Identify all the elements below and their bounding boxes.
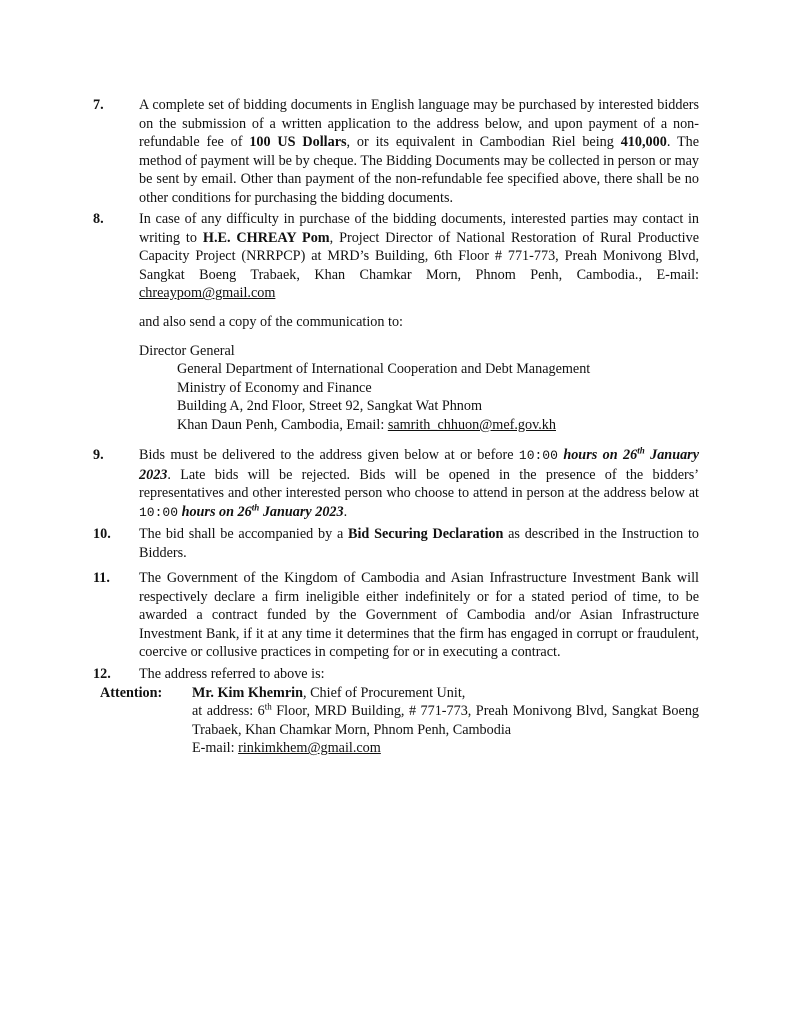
director-general-address <box>177 360 699 434</box>
clause-text: The bid shall be accompanied by a Bid Securing Declaration as described in the Instruction to Bidders. <box>139 526 699 561</box>
address-line: Building A, 2nd Floor, Street 92, Sangkat Wat Phnom <box>177 398 483 415</box>
procurement-email-link[interactable]: rinkimkhem@gmail.com <box>238 740 381 757</box>
clause-number: 10. <box>93 526 111 542</box>
clause-number: 7. <box>93 97 104 113</box>
address-line: Ministry of Economy and Finance <box>177 379 372 396</box>
clause-7 <box>93 96 699 208</box>
director-email-link[interactable]: samrith_chhuon@mef.gov.kh <box>387 416 556 433</box>
clause-9 <box>93 446 699 522</box>
clause-10 <box>93 525 699 562</box>
clause-text: In case of any difficulty in purchase of the bidding documents, interested parties may contact in writing to H.E. CHREAY Pom, Project Director of National Restoration of Rural Productive Capacity Project (NRRPCP) at MRD’s Building, 6th Floor # 771-773, Preah Monivong Blvd, Sangkat Boeng Trabaek, Khan Chamkar Morn, Phnom Penh, Cambodia., E-mail: chreaypom@gmail.com <box>139 211 699 302</box>
address-intro: The address referred to above is: <box>139 666 325 682</box>
address-line: General Department of International Cooperation and Debt Management <box>177 361 591 378</box>
riel-amount: 410,000 <box>620 134 667 151</box>
clause-number: 9. <box>93 447 104 463</box>
clause-number: 12. <box>93 666 111 682</box>
attention-body: Mr. Kim Khemrin, Chief of Procurement Unit, at address: 6th Floor, MRD Building, # 771-773, Preah Monivong Blvd, Sangkat Boeng Trabaek, Khan Chamkar Morn, Phnom Penh, Cambodia E-mail: rinkimkhem@gmail.com <box>192 684 700 757</box>
procurement-contact-name: Mr. Kim Khemrin <box>192 684 303 701</box>
copy-instruction: and also send a copy of the communication to: <box>139 313 403 330</box>
bid-securing-declaration: Bid Securing Declaration <box>348 526 504 542</box>
clause-12 <box>93 665 699 758</box>
clause-11 <box>93 569 699 662</box>
procurement-address: at address: 6th Floor, MRD Building, # 771-773, Preah Monivong Blvd, Sangkat Boeng Trabaek, Khan Chamkar Morn, Phnom Penh, Cambodia <box>192 701 700 738</box>
director-general-title: Director General <box>139 342 235 359</box>
clause-text: A complete set of bidding documents in English language may be purchased by interested bidders on the submission of a written application to the address below, and upon payment of a non-refundable fee of 100 US Dollars, or its equivalent in Cambodian Riel being 410,000. The method of payment will be by cheque. The Bidding Documents may be collected in person or may be sent by email. Other than payment of the non-refundable fee specified above, there shall be no other conditions for purchasing the bidding documents. <box>139 97 699 206</box>
clause-number: 11. <box>93 570 110 586</box>
attention-label: Attention: <box>100 684 163 701</box>
attention-block <box>93 684 699 758</box>
address-line: Khan Daun Penh, Cambodia, Email: samrith_chhuon@mef.gov.kh <box>177 416 556 433</box>
contact-name: H.E. CHREAY Pom <box>202 229 330 246</box>
clause-text: The Government of the Kingdom of Cambodia and Asian Infrastructure Investment Bank will respectively declare a firm ineligible either indefinitely or for a stated period of time, to be awarded a contract funded by the Government of Cambodia and/or Asian Infrastructure Investment Bank, if it at any time it determines that the firm has engaged in corrupt or fraudulent, coercive or collusive practices in competing for or in executing a contract. <box>139 570 699 661</box>
clause-number: 8. <box>93 211 104 227</box>
clause-8 <box>93 210 699 435</box>
deadline-time: 10:00 <box>518 448 558 463</box>
contact-email-link[interactable]: chreaypom@gmail.com <box>139 285 276 302</box>
opening-time: 10:00 <box>139 504 179 520</box>
clause-text: Bids must be delivered to the address given below at or before 10:00 hours on 26th January 2023. Late bids will be rejected. Bids will be opened in the presence of the bidders’ representatives and other interested person who choose to attend in person at the address below at 10:00 hours on 26th January 2023. <box>139 445 699 520</box>
fee-amount: 100 US Dollars <box>249 134 347 151</box>
